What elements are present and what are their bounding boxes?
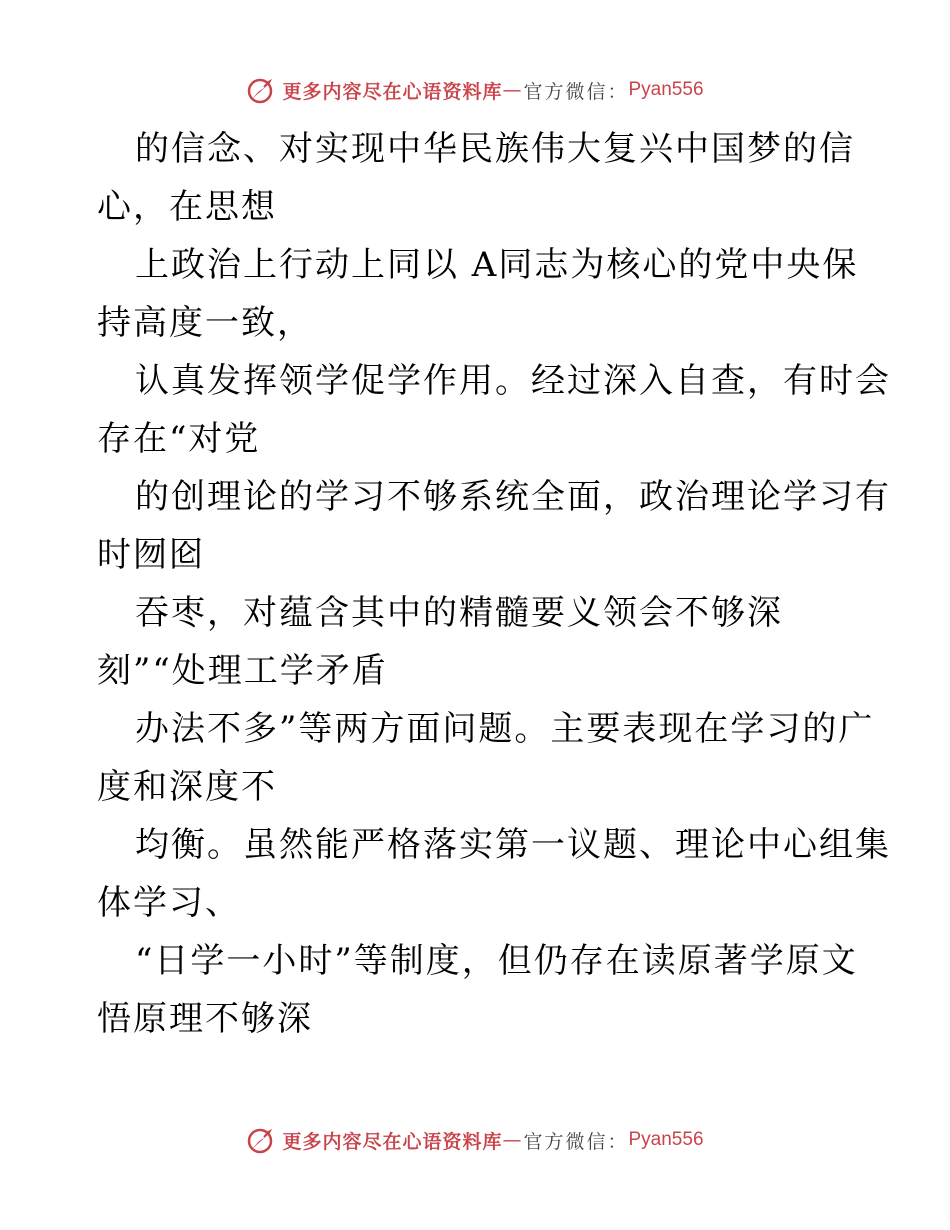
wechat-id: Pyan556 (628, 79, 704, 100)
wechat-label: 官方微信： (523, 80, 629, 103)
banner-text: 更多内容尽在心语资料库 (282, 80, 503, 103)
body-line: 悟原理不够深 (97, 999, 313, 1039)
banner-separator: — (502, 79, 522, 101)
body-line: 的信念、对实现中华民族伟大复兴中国梦的信 (135, 129, 855, 169)
body-line: 心，在思想 (97, 187, 277, 227)
wechat-id: Pyan556 (628, 1129, 704, 1150)
body-line: 认真发挥领学促学作用。经过深入自查，有时会 (135, 361, 891, 401)
wechat-label: 官方微信： (523, 1130, 629, 1153)
body-line: 度和深度不 (97, 767, 277, 807)
body-line: 刻”“处理工学矛盾 (97, 651, 388, 691)
body-line: 均衡。虽然能严格落实第一议题、理论中心组集 (135, 825, 891, 865)
body-line: 吞枣，对蕴含其中的精髓要义领会不够深 (135, 593, 783, 633)
body-line: 体学习、 (97, 883, 241, 923)
body-line: 存在“对党 (97, 419, 261, 459)
banner-text: 更多内容尽在心语资料库 (282, 1130, 503, 1153)
footer-banner (0, 1122, 950, 1158)
body-line: 上政治上行动上同以 A同志为核心的党中央保 (135, 245, 859, 285)
body-line: 的创理论的学习不够系统全面，政治理论学习有 (135, 477, 891, 517)
body-line: 持高度一致， (97, 303, 313, 343)
header-banner (0, 72, 950, 108)
body-line: “日学一小时”等制度，但仍存在读原著学原文 (135, 941, 858, 981)
quill-logo-icon (246, 75, 276, 105)
quill-logo-icon (246, 1125, 276, 1155)
body-line: 时囫囵 (97, 535, 205, 575)
body-line: 办法不多”等两方面问题。主要表现在学习的广 (135, 709, 875, 749)
banner-separator: — (502, 1129, 522, 1151)
document-body (97, 120, 891, 1048)
